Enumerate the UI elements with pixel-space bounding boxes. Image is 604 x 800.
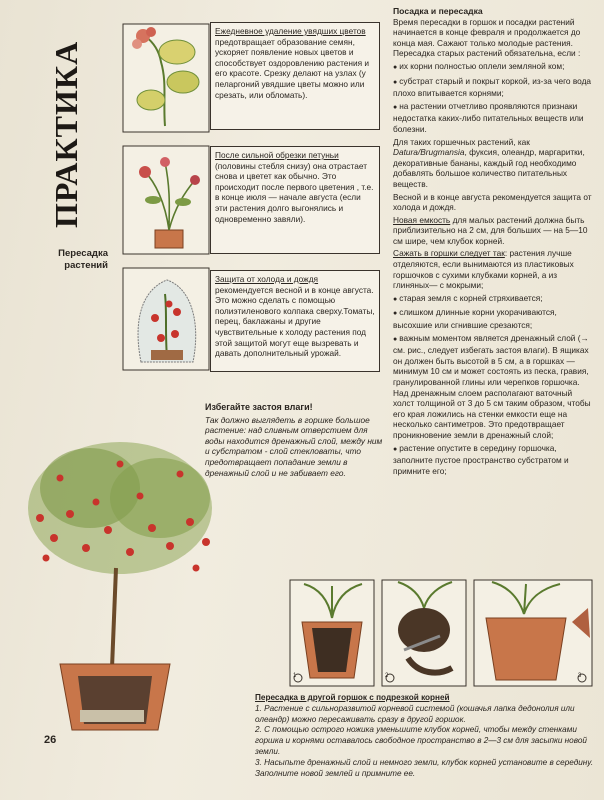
warning-title: Избегайте застоя влаги! — [205, 402, 313, 412]
page-number: 26 — [44, 734, 57, 746]
caption-title: Пересадка в другой горшок с подрезкой корней — [255, 693, 450, 702]
side-label — [48, 248, 108, 272]
arrow-icon: → — [580, 332, 589, 343]
right-step-1: ● старая земля с корней стряхивается; — [393, 293, 593, 306]
tip-deadheading-lead: Ежедневное удаление увядших цветов — [215, 26, 366, 36]
tip-petunia-lead: После сильной обрезки петуньи — [215, 150, 339, 160]
right-p4-lead: Новая емкость — [393, 214, 451, 225]
right-step-3-b: см. рис., следует избегать застоя влаги). В ящиках он должен быть высотой в 5 см, а в горшках — минимум 10 см и может состоять из песка, гравия, гранулированной глины или черепков горшочка. Над дренажным слоем располагают ваточный холст толщиной от 3 до 5 см таким образом, чтобы его края ложились на стенки емкости еще на несколько сантиметров. Это предотвращает проникновение земли в дренажный слой; — [393, 345, 591, 440]
right-p2-a: Для таких горшечных растений, как — [393, 136, 530, 147]
right-bullet-1: ● их корни полностью оплели земляной ком; — [393, 61, 593, 74]
repot-step-3 — [474, 580, 592, 686]
warning-text: Так должно выглядеть в горшке большое растение: над сливным отверстием для воды находится дренажный слой, между ним и субстратом - слой стекловаты, что предотвращает попадание земли в дренажный слой и не забивает его. — [205, 414, 383, 478]
tip-cold-lead: Защита от холода и дождя — [215, 274, 319, 284]
tip-cold-text: рекомендуется весной и в конце августа. Это можно сделать с помощью полиэтиленового колпака сверху.Томаты, перец, баклажаны и другие чувствительные к холоду растения под этой защитой могут еще вызревать и давать дополнительный урожай. — [215, 284, 375, 359]
repot-step-2 — [382, 580, 466, 686]
repotting-caption — [255, 693, 595, 779]
right-heading: Посадка и пересадка — [393, 6, 483, 16]
tip-petunia-text: (половины стебля снизу) она отрастает снова и цветет как обычно. Это происходит после первого цветения , т.е. в конце июля — начале августа (если эти растения долго выгонялись и одновременно завяли). — [215, 160, 374, 224]
right-bullet-3: ● на растении отчетливо проявляются признаки недостатка каких-либо питательных веществ или болезни. — [393, 101, 593, 135]
right-bullet-2: ● субстрат старый и покрыт коркой, из-за чего вода плохо впитывается корнями; — [393, 76, 593, 99]
right-p2-b: , фуксия, олеандр, маргаритки, декоративные бананы, каждый год необходимо добавлять большое количество питательных веществ. — [393, 147, 585, 189]
right-p2 — [393, 137, 593, 190]
right-p4-text: для малых растений должна быть приблизительно на 2 см, для больших — на 5—10 см шире, чем клубок корней. — [393, 214, 588, 246]
side-label-line-2: растений — [64, 260, 108, 271]
right-p2-italic: Datura/Brugmansia — [393, 147, 465, 158]
repotting-steps-illustration — [288, 578, 596, 690]
step-number-3: 3 — [578, 673, 582, 679]
illustration-deadheading — [123, 24, 209, 132]
tip-box-deadheading — [210, 22, 380, 130]
tip-deadheading-text: предотвращает образование семян, ускоряет появление новых цветов и способствует оздоровлению растения и его красоте. Срезку делают на узлах (у пеларгоний увядшие цветы можно или срезать, или обломать). — [215, 36, 370, 100]
repot-step-1 — [290, 580, 374, 686]
right-step-3-a: важным моментом является дренажный слой ( — [399, 332, 581, 343]
right-p3: Весной и в конце августа рекомендуется защита от холода и дождя. — [393, 191, 592, 213]
caption-line-2: 2. С помощью острого ножика уменьшите клубок корней, чтобы между стенками горшка и корнями оставалось свободное пространство в 2—3 см для засыпки новой земли. — [255, 725, 587, 756]
step-number-2: 2 — [385, 673, 389, 679]
step-number-1: 1 — [293, 673, 297, 679]
right-step-3 — [393, 333, 593, 441]
caption-line-3: 3. Насыпьте дренажный слой и немного земли, клубок корней установите в середину. Заполните новой землей и примните ее. — [255, 757, 594, 778]
tip-box-petunia — [210, 146, 380, 254]
side-label-line-1: Пересадка — [58, 248, 108, 259]
section-title: ПРАКТИКА — [48, 40, 84, 228]
illustration-petunia — [123, 146, 209, 254]
illustration-column — [115, 22, 215, 372]
right-step-2: ● слишком длинные корни укорачиваются, высохшие или сгнившие срезаются; — [393, 307, 593, 330]
caption-line-1: 1. Растение с сильноразвитой корневой системой (кошачья лапка дедонолия или олеандр) можно пересаживать сразу в другой горшок. — [255, 703, 575, 724]
right-step-4: ● растение опустите в середину горшочка, заполните пустое пространство субстратом и примните его; — [393, 443, 593, 477]
right-p5-lead: Сажать в горшки следует так — [393, 248, 505, 259]
right-column-text — [393, 6, 593, 478]
fuchsia-tree-illustration — [20, 418, 240, 738]
right-p5 — [393, 248, 593, 290]
tip-box-cold-protection — [210, 270, 380, 372]
right-p5-text: : растения лучше отделяются, если вынимаются из пластиковых горшочков с сухими клубками корней, а из глиняных— с мокрыми; — [393, 248, 574, 291]
illustration-cold-protection — [123, 268, 209, 370]
right-p1: Время пересадки в горшок и посадки растений начинается в конце февраля и продолжается до конца мая. Сажают только молодые растения. Пересадка старых растений обязательна, если : — [393, 16, 581, 59]
right-p4 — [393, 215, 593, 247]
